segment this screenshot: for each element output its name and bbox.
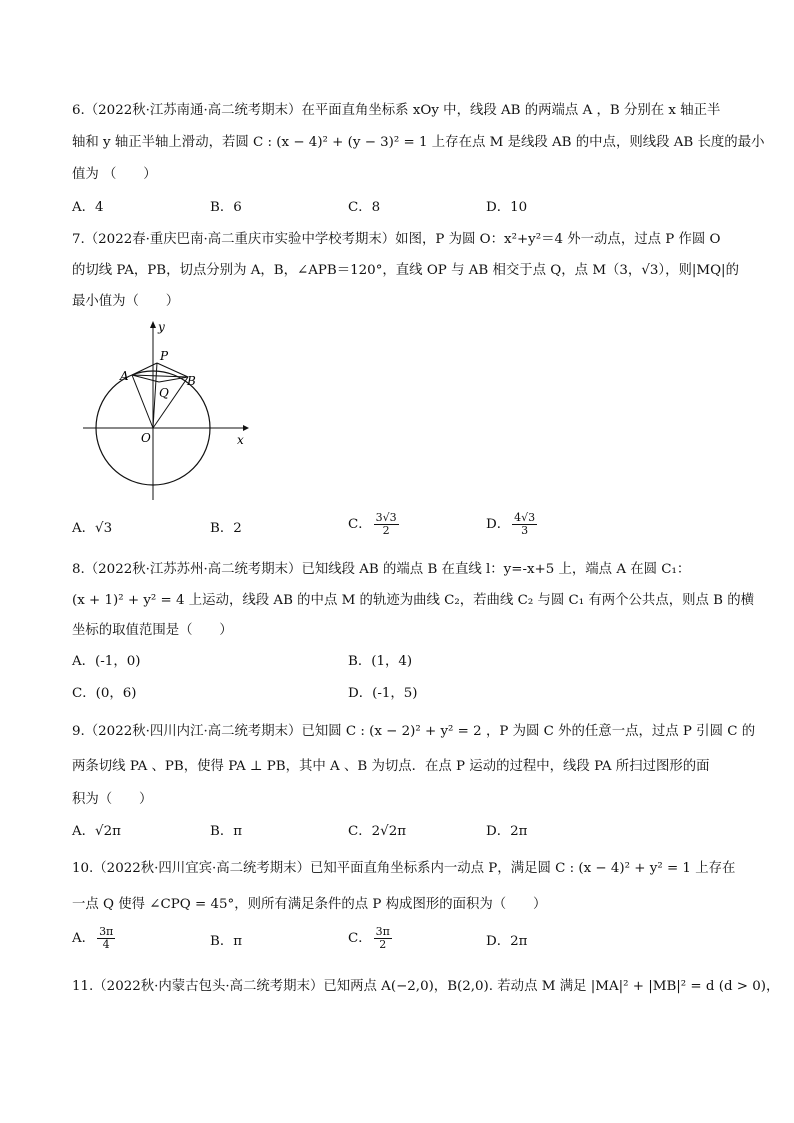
label-b: B [187,374,196,388]
q7-option-b: B．2 [210,521,242,536]
q9-option-c: C．2√2π [348,824,407,839]
q10-option-a-numerator: 3π [99,925,114,938]
q7-line-2: 的切线 PA，PB，切点分别为 A，B，∠APB＝120°，直线 OP 与 AB 相交于点 Q，点 M（3，√3），则|MQ|的 [72,263,739,278]
q6-line-2: 轴和 y 轴正半轴上滑动，若圆 C : (x − 4)² + (y − 3)² = 1 上存在点 M 是线段 AB 的中点，则线段 AB 长度的最小 [72,135,765,150]
q7-option-c-fraction [374,512,399,537]
q7-option-c [348,512,401,537]
q9-line-2: 两条切线 PA 、PB，使得 PA ⊥ PB，其中 A 、B 为切点．在点 P 运动的过程中，线段 PA 所扫过图形的面 [72,759,710,774]
q10-option-c [348,926,394,951]
q6-line-3: 值为 （ ） [72,167,157,182]
segment-oq [153,363,157,428]
q9-option-d: D．2π [486,824,528,839]
q8-option-a: A．(-1，0) [72,654,141,669]
label-x: x [237,433,244,447]
label-q: Q [159,386,169,400]
q11-line-1: 11.（2022秋·内蒙古包头·高二统考期末）已知两点 A(−2,0)，B(2,0). 若动点 M 满足 |MA|² + |MB|² = d (d > 0)， [72,979,780,994]
q7-option-d-fraction [512,512,537,537]
q8-option-d: D．(-1，5) [348,686,418,701]
q9-option-b: B．π [210,824,243,839]
q10-line-2: 一点 Q 使得 ∠CPQ = 45°，则所有满足条件的点 P 构成图形的面积为（ ） [72,897,547,912]
label-a: A [120,369,129,383]
q7-option-d-numerator: 4√3 [514,511,536,524]
q10-option-a [72,926,117,951]
q7-option-d-prefix: D． [486,517,511,532]
q10-option-d: D．2π [486,934,528,949]
q6-option-b: B．6 [210,200,242,215]
q10-option-c-numerator: 3π [375,925,390,938]
q7-figure [75,318,265,508]
q7-option-d [486,512,539,537]
q6-option-c: C．8 [348,200,381,215]
q8-line-3: 坐标的取值范围是（ ） [72,623,233,638]
label-p: P [160,349,169,363]
q7-option-c-numerator: 3√3 [375,511,397,524]
label-o: O [141,431,151,445]
label-y: y [158,320,165,334]
q7-line-1: 7.（2022春·重庆巴南·高二重庆市实验中学校考期末）如图，P 为圆 O：x²+y²＝4 外一动点，过点 P 作圆 O [72,232,721,247]
q7-option-d-denominator: 3 [521,524,529,537]
y-axis-arrow [150,321,156,328]
q10-option-c-fraction [374,926,392,951]
segment-oa [132,375,153,428]
q10-option-a-fraction [97,926,115,951]
q8-option-c: C．(0，6) [72,686,137,701]
q7-option-c-prefix: C． [348,517,372,532]
q7-option-c-denominator: 2 [382,524,390,537]
q6-option-a: A．4 [72,200,104,215]
q10-option-c-prefix: C． [348,931,372,946]
q7-line-3: 最小值为（ ） [72,294,180,309]
q10-line-1: 10.（2022秋·四川宜宾·高二统考期末）已知平面直角坐标系内一动点 P，满足圆 C : (x − 4)² + y² = 1 上存在 [72,861,736,876]
q9-line-1: 9.（2022秋·四川内江·高二统考期末）已知圆 C : (x − 2)² + y² = 2 ，P 为圆 C 外的任意一点，过点 P 引圆 C 的 [72,724,756,739]
q8-line-2: (x + 1)² + y² = 4 上运动，线段 AB 的中点 M 的轨迹为曲线 C₂，若曲线 C₂ 与圆 C₁ 有两个公共点，则点 B 的横 [72,593,755,608]
q7-option-a: A．√3 [72,521,113,536]
q6-option-d: D．10 [486,200,528,215]
q10-option-b: B．π [210,934,243,949]
q10-option-a-prefix: A． [72,931,96,946]
q8-option-b: B．(1，4) [348,654,413,669]
q9-line-3: 积为（ ） [72,792,153,807]
x-axis-arrow [243,425,249,431]
segment-ob [153,377,188,428]
q6-line-1: 6.（2022秋·江苏南通·高二统考期末）在平面直角坐标系 xOy 中，线段 AB 的两端点 A ，B 分别在 x 轴正半 [72,103,721,118]
q9-option-a: A．√2π [72,824,121,839]
q10-option-c-denominator: 2 [379,938,387,951]
q10-option-a-denominator: 4 [102,938,110,951]
q8-line-1: 8.（2022秋·江苏苏州·高二统考期末）已知线段 AB 的端点 B 在直线 l：y=-x+5 上，端点 A 在圆 C₁： [72,562,691,577]
